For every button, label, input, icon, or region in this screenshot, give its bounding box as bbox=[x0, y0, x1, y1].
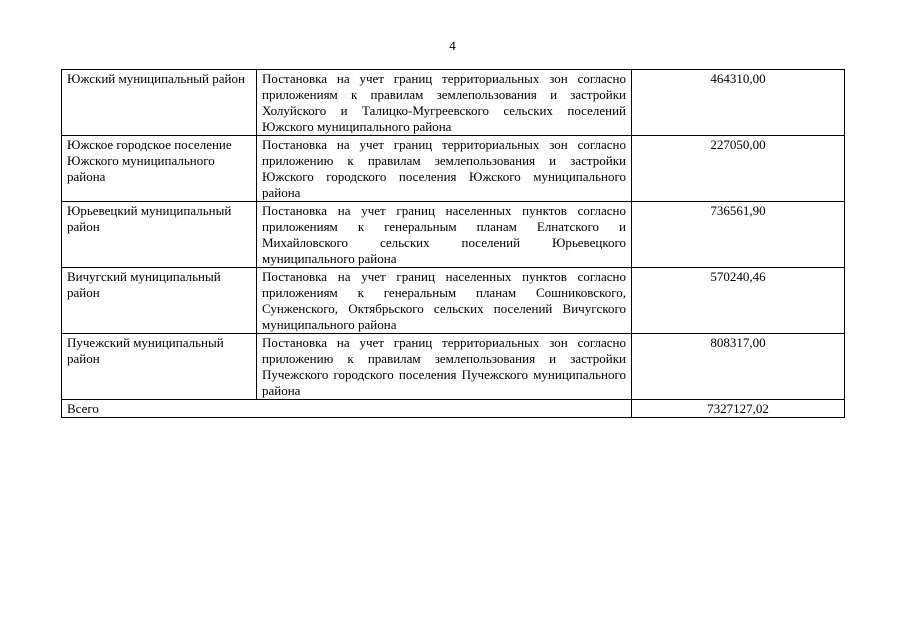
table-row bbox=[62, 268, 845, 334]
total-amount: 7327127,02 bbox=[632, 400, 845, 418]
total-row bbox=[62, 400, 845, 418]
table-row bbox=[62, 202, 845, 268]
district-cell: Юрьевецкий муниципальный район bbox=[62, 202, 257, 268]
amount-cell: 808317,00 bbox=[632, 334, 845, 400]
district-cell bbox=[62, 136, 257, 202]
description-cell: Постановка на учет границ населенных пунктов согласно приложениям к генеральным планам Сошниковского, Сунженского, Октябрьского сельских поселений Вичугского муниципального района bbox=[257, 268, 632, 334]
district-cell: Вичугский муниципальный район bbox=[62, 268, 257, 334]
district-cell: Южский муниципальный район bbox=[62, 70, 257, 136]
amount-cell: 570240,46 bbox=[632, 268, 845, 334]
description-cell: Постановка на учет границ территориальных зон согласно приложению к правилам землепользования и застройки Южского городского поселения Южского муниципального района bbox=[257, 136, 632, 202]
amount-cell: 464310,00 bbox=[632, 70, 845, 136]
total-label: Всего bbox=[62, 400, 632, 418]
amount-cell: 736561,90 bbox=[632, 202, 845, 268]
district-cell: Пучежский муниципальный район bbox=[62, 334, 257, 400]
amount-cell: 227050,00 bbox=[632, 136, 845, 202]
district-text: Южское городское поселение Южского муниципального района bbox=[67, 137, 232, 184]
page-number: 4 bbox=[449, 38, 456, 53]
table-row bbox=[62, 70, 845, 136]
description-cell: Постановка на учет границ населенных пунктов согласно приложениям к генеральным планам Елнатского и Михайловского сельских поселений Юрьевецкого муниципального района bbox=[257, 202, 632, 268]
description-cell: Постановка на учет границ территориальных зон согласно приложению к правилам землепользования и застройки Пучежского городского поселения Пучежского муниципального района bbox=[257, 334, 632, 400]
funding-table bbox=[61, 69, 845, 418]
description-cell: Постановка на учет границ территориальных зон согласно приложениям к правилам землепользования и застройки Холуйского и Талицко-Мугреевского сельских поселений Южского муниципального района bbox=[257, 70, 632, 136]
table-row bbox=[62, 136, 845, 202]
table-row bbox=[62, 334, 845, 400]
